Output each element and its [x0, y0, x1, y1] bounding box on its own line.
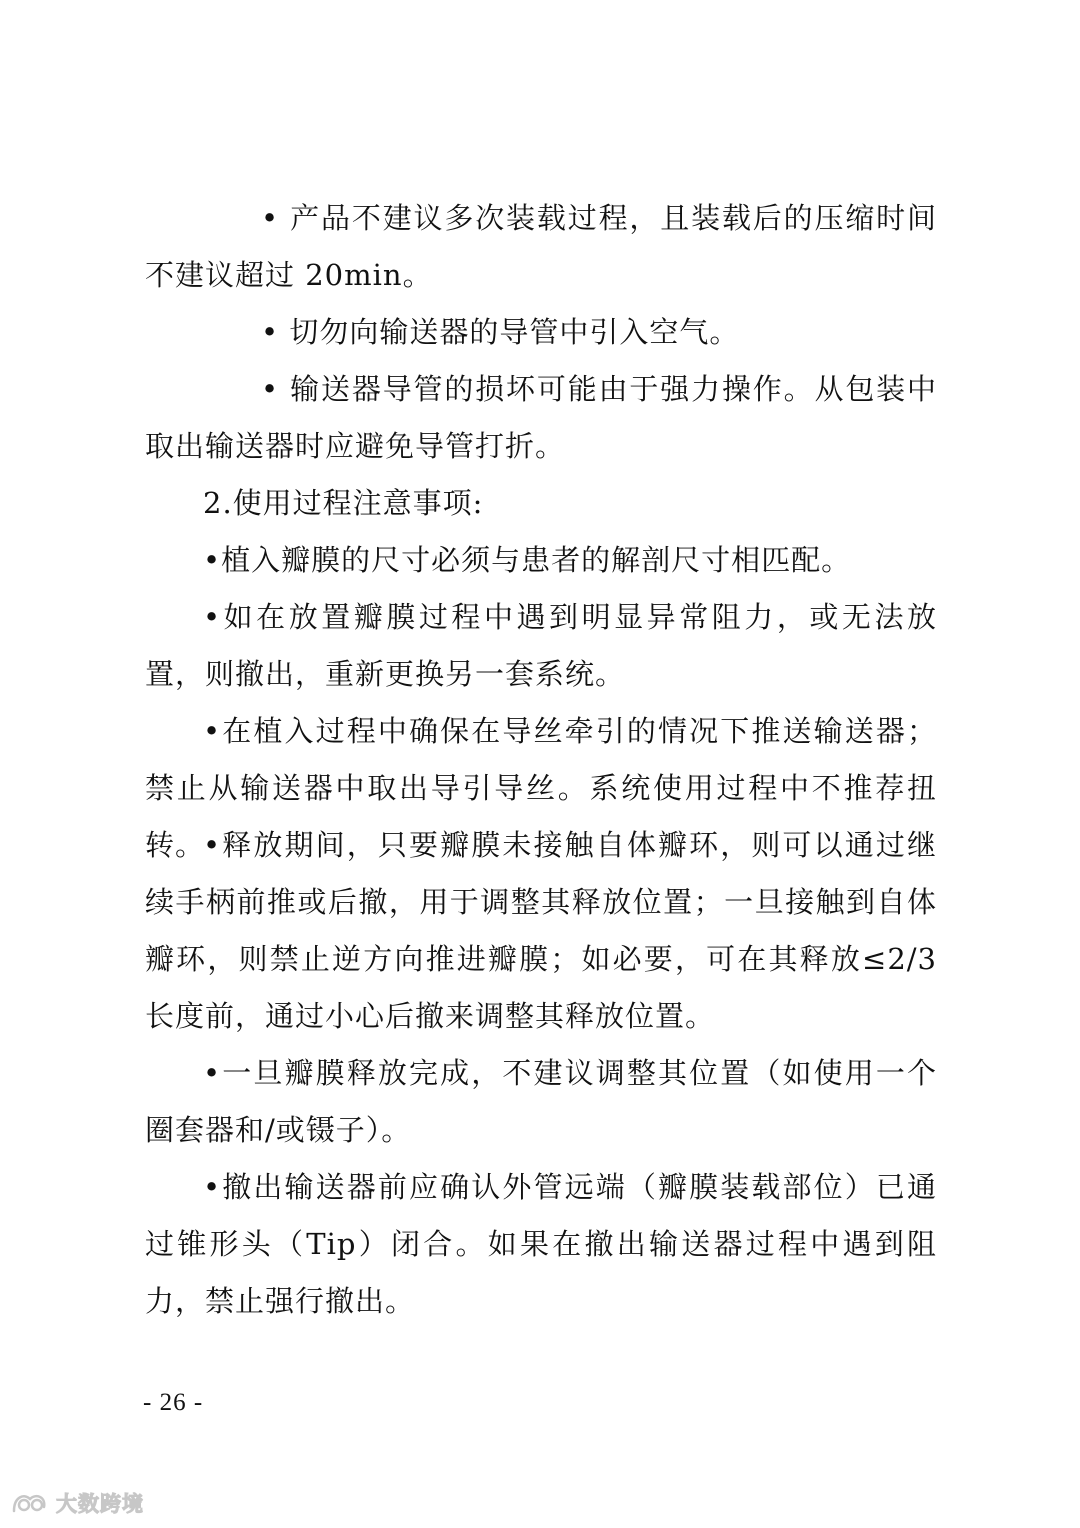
watermark-text: 大数跨境	[56, 1492, 144, 1516]
watermark	[10, 1486, 144, 1520]
section-heading-usage-precautions: 2.使用过程注意事项:	[203, 486, 484, 520]
bullet-withdraw-delivery: •撤出输送器前应确认外管远端（瓣膜装载部位）已通过锥形头（Tip）闭合。如果在撤出输送器过程中遇到阻力，禁止强行撤出。	[145, 1170, 937, 1318]
bullet-guidewire: •在植入过程中确保在导丝牵引的情况下推送输送器；禁止从输送器中取出导引导丝。系统使用过程中不推荐扭转。	[145, 714, 937, 862]
bullet-release-adjustment: •释放期间，只要瓣膜未接触自体瓣环，则可以通过继续手柄前推或后撤，用于调整其释放位置；一旦接触到自体瓣环，则禁止逆方向推进瓣膜；如必要，可在其释放≤2/3 长度前，通过小心后撤来调整其释放位置。	[145, 828, 937, 1033]
bullet-after-release: •一旦瓣膜释放完成，不建议调整其位置（如使用一个圈套器和/或镊子）。	[145, 1056, 937, 1147]
bullet-abnormal-resistance: •如在放置瓣膜过程中遇到明显异常阻力，或无法放置，则撤出，重新更换另一套系统。	[145, 600, 937, 691]
watermark-logo-icon	[10, 1489, 50, 1517]
page-number: - 26 -	[143, 1389, 204, 1416]
bullet-loading-process: • 产品不建议多次装载过程，且装载后的压缩时间不建议超过 20min。	[145, 201, 937, 292]
bullet-catheter-damage: • 输送器导管的损坏可能由于强力操作。从包装中取出输送器时应避免导管打折。	[145, 372, 937, 463]
bullet-valve-size: •植入瓣膜的尺寸必须与患者的解剖尺寸相匹配。	[203, 543, 852, 577]
bullet-no-air: • 切勿向输送器的导管中引入空气。	[261, 315, 740, 349]
